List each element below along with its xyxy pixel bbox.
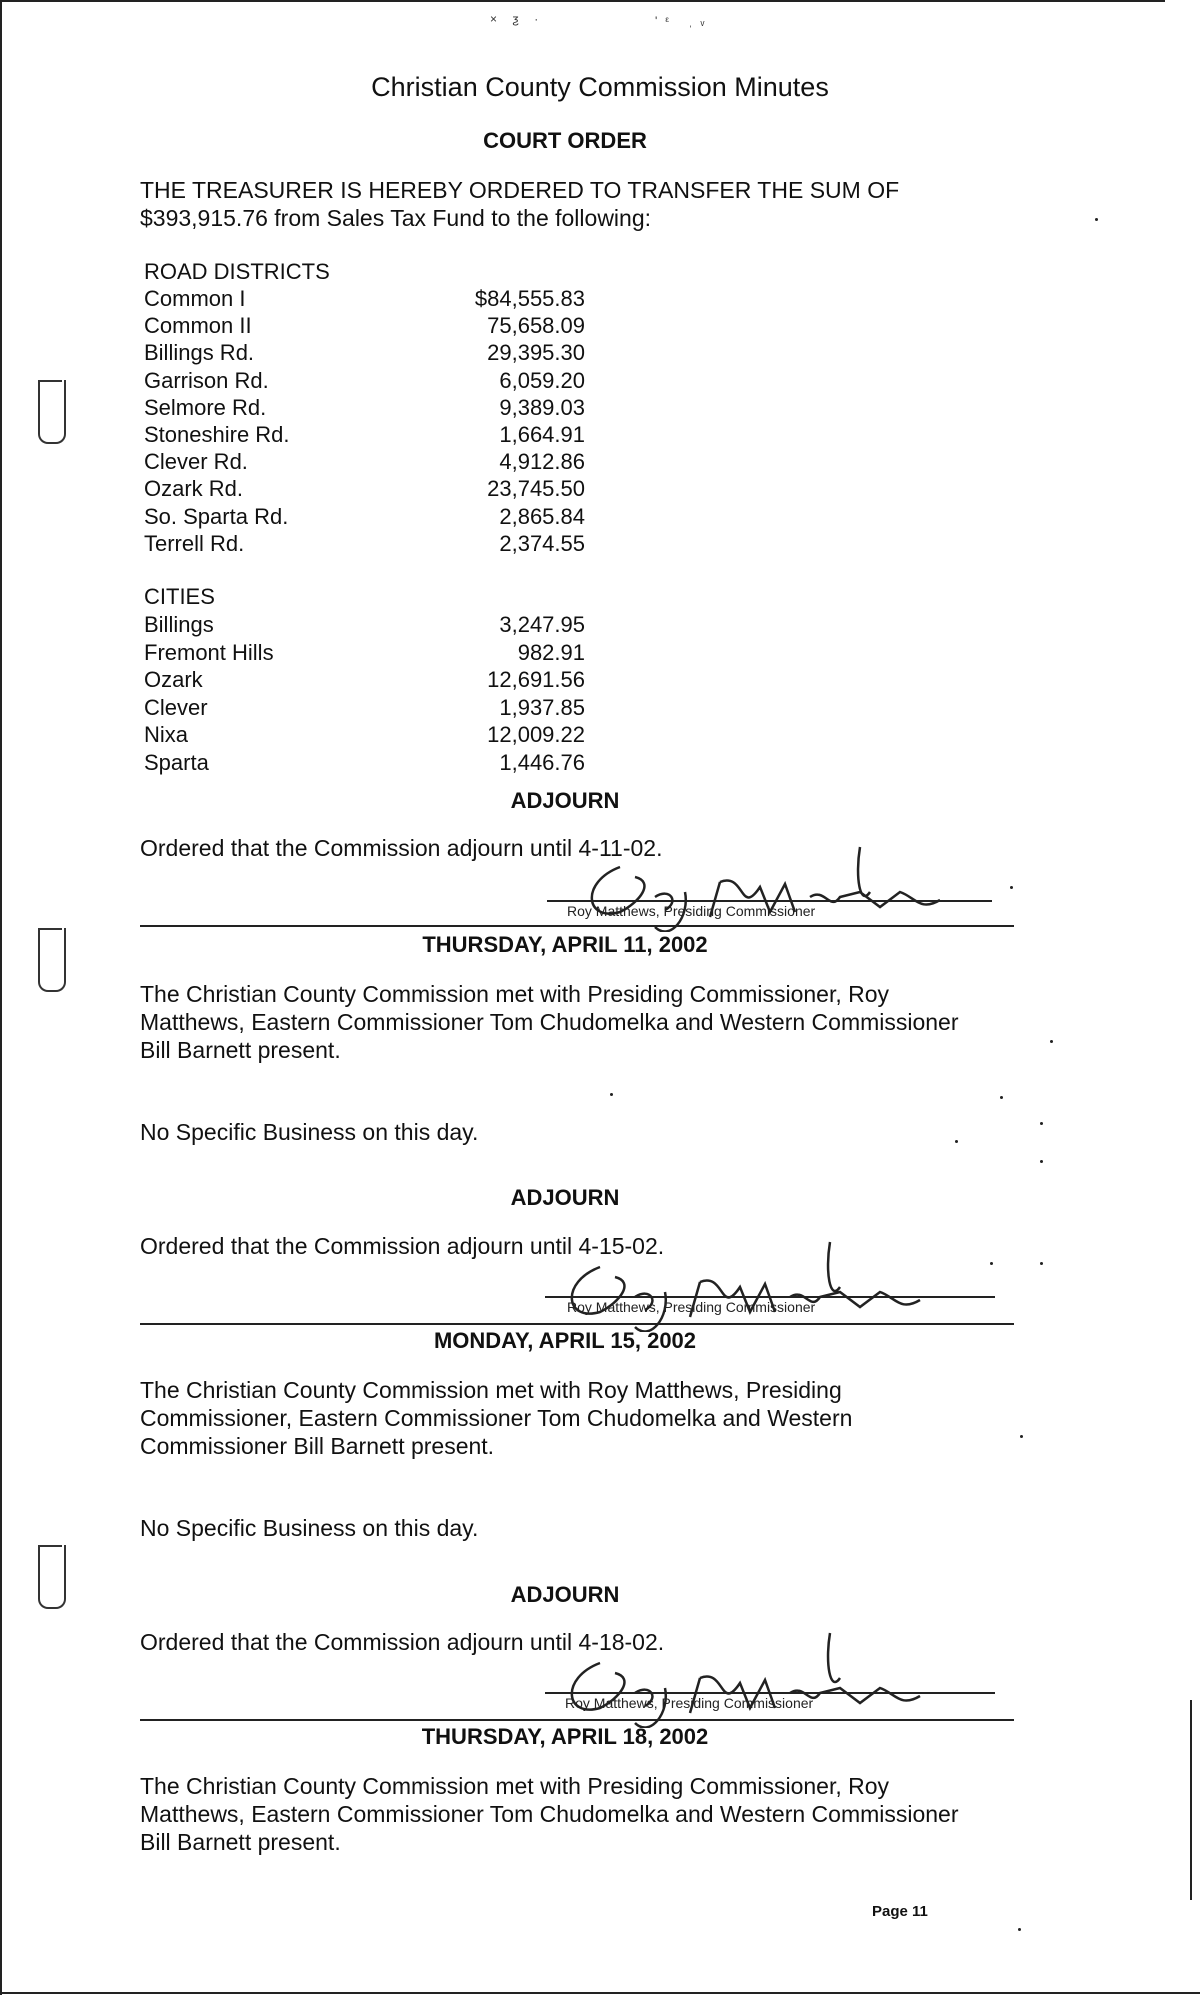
page-top-edge (0, 0, 1165, 2)
city-amount: 1,937.85 (499, 694, 585, 720)
court-order-text-line1: THE TREASURER IS HEREBY ORDERED TO TRANSFER THE SUM OF (140, 177, 900, 203)
road-district-name: Garrison Rd. (144, 367, 269, 393)
scan-speck (1018, 1928, 1021, 1931)
city-name: Ozark (144, 667, 203, 693)
date-heading: MONDAY, APRIL 15, 2002 (433, 1328, 697, 1353)
adjourn-text: Ordered that the Commission adjourn until 4-18-02. (140, 1629, 665, 1655)
city-name: Sparta (144, 750, 209, 775)
city-amount: 12,691.56 (487, 667, 585, 693)
page-title: Christian County Commission Minutes (371, 72, 829, 102)
city-amount: 3,247.95 (499, 612, 585, 637)
road-district-name: Billings Rd. (144, 340, 255, 366)
scan-speck (1010, 886, 1013, 889)
signature-line (545, 1692, 995, 1694)
scan-speck (1020, 1435, 1023, 1438)
road-district-name: Selmore Rd. (144, 394, 267, 420)
city-name: Billings (144, 612, 214, 637)
signature-caption: Roy Matthews, Presiding Commissioner (567, 903, 816, 919)
road-district-amount: 2,865.84 (499, 503, 585, 529)
court-order-heading: COURT ORDER (483, 128, 647, 153)
court-order-text-line2: $393,915.76 from Sales Tax Fund to the following: (140, 205, 652, 231)
signature-image (540, 1618, 940, 1728)
road-district-name: Common II (144, 313, 252, 339)
adjourn-text: Ordered that the Commission adjourn until 4-11-02. (140, 835, 663, 861)
city-name: Nixa (144, 722, 189, 748)
road-district-amount: 6,059.20 (499, 367, 585, 393)
adjourn-heading: ADJOURN (510, 1185, 620, 1210)
scan-marks: 'ᵋ ˌᵥ (655, 14, 713, 28)
scan-speck (1000, 1096, 1003, 1099)
page-bottom-edge (0, 1992, 1200, 1994)
binder-hole (38, 380, 66, 444)
section-divider (140, 1719, 1014, 1721)
scan-speck (1040, 1262, 1043, 1265)
adjourn-heading: ADJOURN (510, 788, 620, 813)
road-district-name: Stoneshire Rd. (144, 422, 290, 447)
road-district-name: So. Sparta Rd. (144, 503, 289, 529)
road-district-amount: $84,555.83 (474, 286, 585, 311)
date-heading: THURSDAY, APRIL 11, 2002 (422, 932, 708, 957)
road-district-amount: 4,912.86 (499, 449, 585, 475)
business-text: No Specific Business on this day. (140, 1515, 479, 1541)
scan-speck (610, 1093, 613, 1096)
road-district-name: Common I (144, 286, 246, 311)
date-heading: THURSDAY, APRIL 18, 2002 (421, 1724, 709, 1749)
adjourn-text: Ordered that the Commission adjourn until 4-15-02. (140, 1233, 665, 1259)
attendance-text: The Christian County Commission met with Presiding Commissioner, Roy Matthews, Eastern Commissioner Tom Chudomelka and Western Commissioner Bill Barnett present. (140, 1773, 959, 1855)
city-amount: 1,446.76 (499, 750, 585, 775)
road-district-amount: 75,658.09 (487, 313, 585, 339)
cities-header: CITIES (144, 584, 215, 609)
attendance-text: The Christian County Commission met with Presiding Commissioner, Roy Matthews, Eastern Commissioner Tom Chudomelka and Western Commissioner Bill Barnett present. (140, 981, 959, 1063)
road-district-amount: 23,745.50 (487, 476, 585, 502)
city-name: Clever (144, 694, 208, 720)
road-district-name: Clever Rd. (144, 449, 248, 475)
section-divider (140, 1323, 1014, 1325)
adjourn-heading: ADJOURN (510, 1582, 620, 1607)
scan-speck (1095, 218, 1098, 221)
city-amount: 12,009.22 (487, 722, 585, 748)
signature-caption: Roy Matthews, Presiding Commissioner (567, 1299, 816, 1315)
signature-line (545, 1296, 995, 1298)
page-right-edge (1190, 1700, 1192, 1900)
signature-caption: Roy Matthews, Presiding Commissioner (565, 1695, 814, 1711)
page-number: Page 11 (872, 1903, 928, 1920)
city-name: Fremont Hills (144, 639, 274, 665)
signature-image (540, 1222, 940, 1332)
road-district-name: Ozark Rd. (144, 476, 244, 502)
scan-speck (990, 1262, 993, 1265)
scan-speck (1050, 1040, 1053, 1043)
city-amount: 982.91 (517, 639, 585, 665)
road-districts-header: ROAD DISTRICTS (144, 259, 330, 284)
signature-line (547, 900, 992, 902)
scan-speck (1040, 1122, 1043, 1125)
scan-speck (1040, 1160, 1043, 1163)
scan-speck (955, 1140, 958, 1143)
road-district-name: Terrell Rd. (144, 530, 245, 556)
scan-marks: × ƺ · (490, 12, 545, 26)
page-left-edge (0, 0, 2, 1995)
section-divider (140, 925, 1014, 927)
road-district-amount: 1,664.91 (499, 422, 585, 447)
attendance-text: The Christian County Commission met with Roy Matthews, Presiding Commissioner, Eastern Commissioner Tom Chudomelka and Western Commissioner Bill Barnett present. (140, 1377, 853, 1459)
business-text: No Specific Business on this day. (140, 1119, 479, 1145)
road-district-amount: 2,374.55 (499, 530, 585, 556)
road-district-amount: 9,389.03 (499, 394, 585, 420)
road-district-amount: 29,395.30 (487, 340, 585, 366)
